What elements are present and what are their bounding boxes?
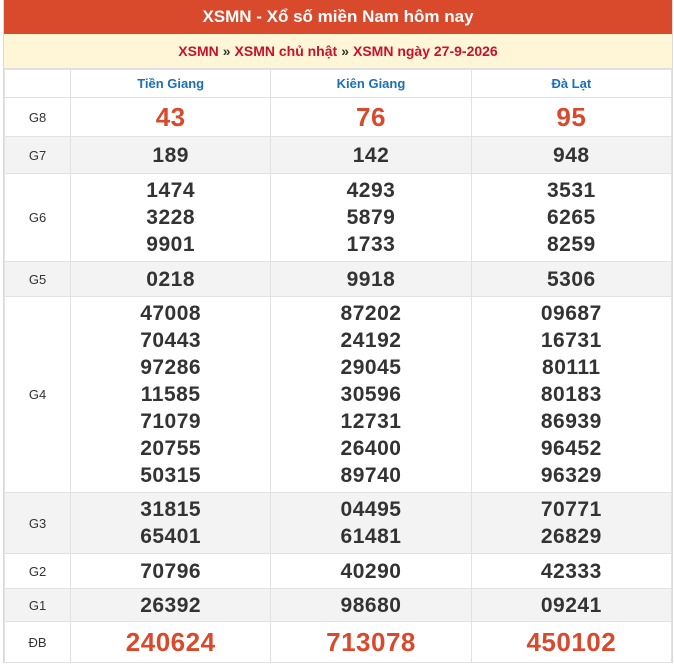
result-cell <box>271 589 471 622</box>
result-number: 71079 <box>140 410 202 433</box>
prize-row-g8 <box>5 98 672 137</box>
prize-row-g7 <box>5 137 672 174</box>
breadcrumb-separator: » <box>341 43 349 59</box>
result-cell <box>71 622 271 663</box>
result-number: 3228 <box>146 206 196 229</box>
result-cell <box>271 137 471 174</box>
result-number: 70796 <box>140 559 202 583</box>
result-number: 29045 <box>340 356 402 379</box>
result-cell <box>471 137 671 174</box>
result-number: 43 <box>155 102 186 132</box>
result-cell <box>71 554 271 589</box>
result-number: 4293 <box>346 179 396 202</box>
result-number: 40290 <box>340 559 402 583</box>
result-number: 11585 <box>140 383 201 406</box>
result-number: 09687 <box>540 302 602 325</box>
result-number: 1474 <box>146 179 196 202</box>
prize-label: G5 <box>5 262 71 297</box>
page-title: XSMN - Xổ số miền Nam hôm nay <box>4 0 672 34</box>
result-cell <box>271 174 471 262</box>
result-number: 87202 <box>340 302 402 325</box>
prize-row-db <box>5 622 672 663</box>
result-number: 61481 <box>340 525 402 548</box>
result-number: 70443 <box>140 329 202 352</box>
result-cell <box>471 622 671 663</box>
corner-cell <box>5 70 71 98</box>
result-number: 96452 <box>540 437 602 460</box>
result-number: 86939 <box>540 410 602 433</box>
result-number: 1733 <box>346 233 396 256</box>
result-cell <box>471 493 671 554</box>
special-prize-number: 713078 <box>326 627 416 657</box>
result-number: 89740 <box>340 464 402 487</box>
result-number: 20755 <box>140 437 202 460</box>
result-cell <box>71 262 271 297</box>
breadcrumb-link-xsmn[interactable]: XSMN <box>178 43 219 59</box>
result-number: 5879 <box>346 206 396 229</box>
prize-row-g4 <box>5 297 672 493</box>
prize-row-g2 <box>5 554 672 589</box>
result-number: 26392 <box>140 593 202 617</box>
result-number: 76 <box>356 102 386 132</box>
result-number: 50315 <box>140 464 202 487</box>
province-kien-giang[interactable]: Kiên Giang <box>271 70 471 98</box>
result-number: 948 <box>553 143 590 167</box>
result-cell <box>71 137 271 174</box>
breadcrumb-link-xsmn-sunday[interactable]: XSMN chủ nhật <box>234 43 338 59</box>
result-number: 95 <box>556 102 587 132</box>
result-cell <box>271 262 471 297</box>
result-cell <box>71 589 271 622</box>
result-number: 0218 <box>146 267 196 291</box>
result-number: 30596 <box>340 383 402 406</box>
results-table <box>4 69 672 663</box>
result-cell <box>271 622 471 663</box>
result-cell <box>71 174 271 262</box>
result-number: 04495 <box>340 498 402 521</box>
province-header-row <box>5 70 672 98</box>
result-cell <box>71 493 271 554</box>
prize-label: G3 <box>5 493 71 554</box>
prize-label: G8 <box>5 98 71 137</box>
result-number: 80111 <box>542 356 601 379</box>
result-number: 189 <box>152 143 189 167</box>
result-number: 31815 <box>140 498 202 521</box>
result-number: 97286 <box>140 356 202 379</box>
result-number: 6265 <box>546 206 596 229</box>
result-cell <box>71 297 271 493</box>
prize-label: G2 <box>5 554 71 589</box>
result-number: 26400 <box>340 437 402 460</box>
result-number: 8259 <box>546 233 596 256</box>
result-cell <box>471 589 671 622</box>
result-cell <box>271 554 471 589</box>
result-cell <box>471 262 671 297</box>
result-number: 3531 <box>546 179 596 202</box>
result-number: 80183 <box>540 383 602 406</box>
result-cell <box>471 98 671 137</box>
result-number: 09241 <box>540 593 602 617</box>
prize-label: G1 <box>5 589 71 622</box>
prize-label: ĐB <box>5 622 71 663</box>
result-number: 5306 <box>546 267 596 291</box>
result-cell <box>271 98 471 137</box>
result-number: 12731 <box>340 410 402 433</box>
province-da-lat[interactable]: Đà Lạt <box>471 70 671 98</box>
breadcrumb-separator: » <box>222 43 231 59</box>
prize-row-g5 <box>5 262 672 297</box>
result-cell <box>271 493 471 554</box>
result-number: 96329 <box>540 464 602 487</box>
province-tien-giang[interactable]: Tiền Giang <box>71 70 271 98</box>
result-number: 16731 <box>540 329 602 352</box>
result-number: 26829 <box>540 525 602 548</box>
result-number: 42333 <box>540 559 602 583</box>
result-number: 47008 <box>140 302 202 325</box>
breadcrumb-link-xsmn-date[interactable]: XSMN ngày 27-9-2026 <box>352 43 498 59</box>
prize-label: G6 <box>5 174 71 262</box>
result-cell <box>471 297 671 493</box>
result-number: 24192 <box>340 329 402 352</box>
result-number: 9901 <box>146 233 196 256</box>
result-cell <box>471 554 671 589</box>
result-number: 142 <box>352 143 390 167</box>
result-number: 98680 <box>340 593 402 617</box>
prize-label: G4 <box>5 297 71 493</box>
prize-label: G7 <box>5 137 71 174</box>
result-number: 65401 <box>140 525 202 548</box>
breadcrumb <box>4 34 672 69</box>
results-panel <box>3 0 673 663</box>
result-number: 9918 <box>346 267 396 291</box>
prize-row-g6 <box>5 174 672 262</box>
special-prize-number: 240624 <box>125 627 216 657</box>
result-cell <box>471 174 671 262</box>
result-cell <box>271 297 471 493</box>
prize-row-g1 <box>5 589 672 622</box>
prize-row-g3 <box>5 493 672 554</box>
special-prize-number: 450102 <box>526 627 617 657</box>
result-number: 70771 <box>540 498 602 521</box>
result-cell <box>71 98 271 137</box>
